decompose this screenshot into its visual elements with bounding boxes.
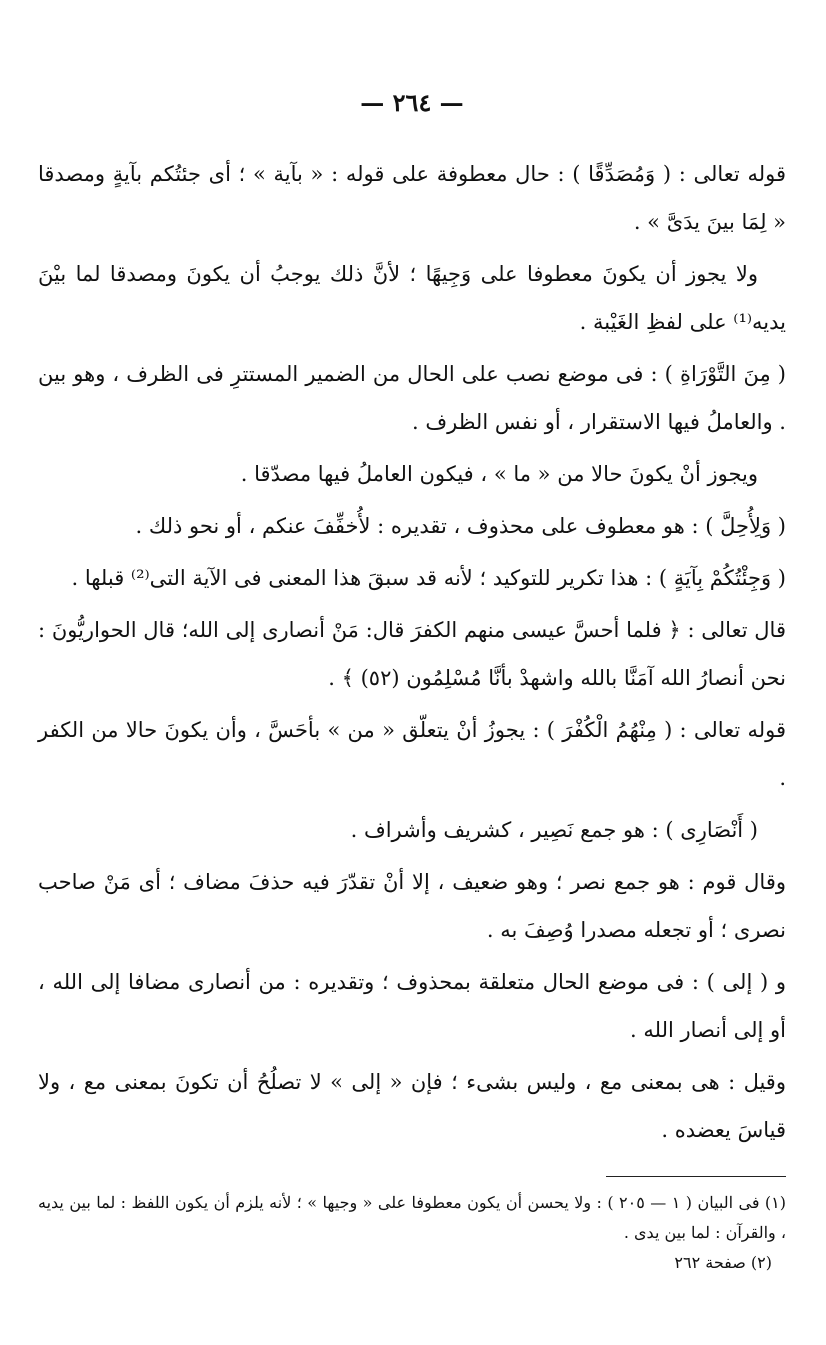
paragraph: قال تعالى : ﴿ فلما أحسَّ عيسى منهم الكفرَ قال: مَنْ أنصارى إلى الله؛ قال الحواريُّونَ : نحن أنصارُ الله آمَنَّا بالله واشهدْ بأنَّا مُسْلِمُون (٥٢) ﴾ . — [38, 618, 786, 690]
paragraph: ( وَجِئْتُكُمْ بِآيَةٍ ) : هذا تكرير للتوكيد ؛ لأنه قد سبقَ هذا المعنى فى الآية التى⁽²⁾ قبلها . — [71, 566, 786, 590]
paragraph: ويجوز أنْ يكونَ حالا من « ما » ، فيكون العاملُ فيها مصدّقا . — [240, 462, 758, 486]
paragraph: وقيل : هى بمعنى مع ، وليس بشىء ؛ فإن « إلى » لا تصلُحُ أن تكونَ بمعنى مع ، ولا قياسَ يعضده . — [38, 1070, 786, 1142]
paragraph: ( مِنَ التَّوْرَاةِ ) : فى موضع نصب على الحال من الضمير المستترِ فى الظرف ، وهو بين . والعاملُ فيها الاستقرار ، أو نفس الظرف . — [38, 362, 786, 434]
paragraph: ( أَنْصَارِى ) : هو جمع نَصِير ، كشريف وأشراف . — [350, 818, 758, 842]
footnote: (١) فى البيان ( ١ — ٢٠٥ ) : ولا يحسن أن يكون معطوفا على « وجيها » ؛ لأنه يلزم أن يكون اللفظ : لما بين يديه ، والقرآن : لما بين يدى . — [38, 1193, 786, 1242]
paragraph: قوله تعالى : ( مِنْهُمُ الْكُفْرَ ) : يجوزُ أنْ يتعلّق « من » بأحَسَّ ، وأن يكونَ حالا من الكفر . — [38, 718, 786, 790]
paragraph: قوله تعالى : ( وَمُصَدِّقًا ) : حال معطوفة على قوله : « بآية » ؛ أى جئتُكم بآيةٍ ومصدقا « لِمَا بينَ يدَىَّ » . — [38, 162, 786, 234]
paragraph: ( وَلِأُحِلَّ ) : هو معطوف على محذوف ، تقديره : لأُخفِّفَ عنكم ، أو نحو ذلك . — [135, 514, 786, 538]
paragraph: و ( إلى ) : فى موضع الحال متعلقة بمحذوف ؛ وتقديره : من أنصارى مضافا إلى الله ، أو إلى أنصار الله . — [38, 970, 786, 1042]
footnote: (٢) صفحة ٢٦٢ — [674, 1253, 772, 1272]
footnotes — [38, 1188, 786, 1278]
book-page — [38, 0, 786, 1345]
footnote-divider — [606, 1176, 786, 1177]
paragraph: وقال قوم : هو جمع نصر ؛ وهو ضعيف ، إلا أنْ تقدّرَ فيه حذفَ مضاف ؛ أى مَنْ صاحب نصرى ؛ أو تجعله مصدرا وُصِفَ به . — [38, 870, 787, 942]
paragraph: ولا يجوز أن يكونَ معطوفا على وَجِيهًا ؛ لأنَّ ذلك يوجبُ أن يكونَ ومصدقا لما بيْنَ يديه⁽¹⁾ على لفظِ الغَيْبة . — [38, 262, 786, 334]
page-number: — ٢٦٤ — — [360, 88, 464, 117]
main-text — [38, 150, 786, 1158]
